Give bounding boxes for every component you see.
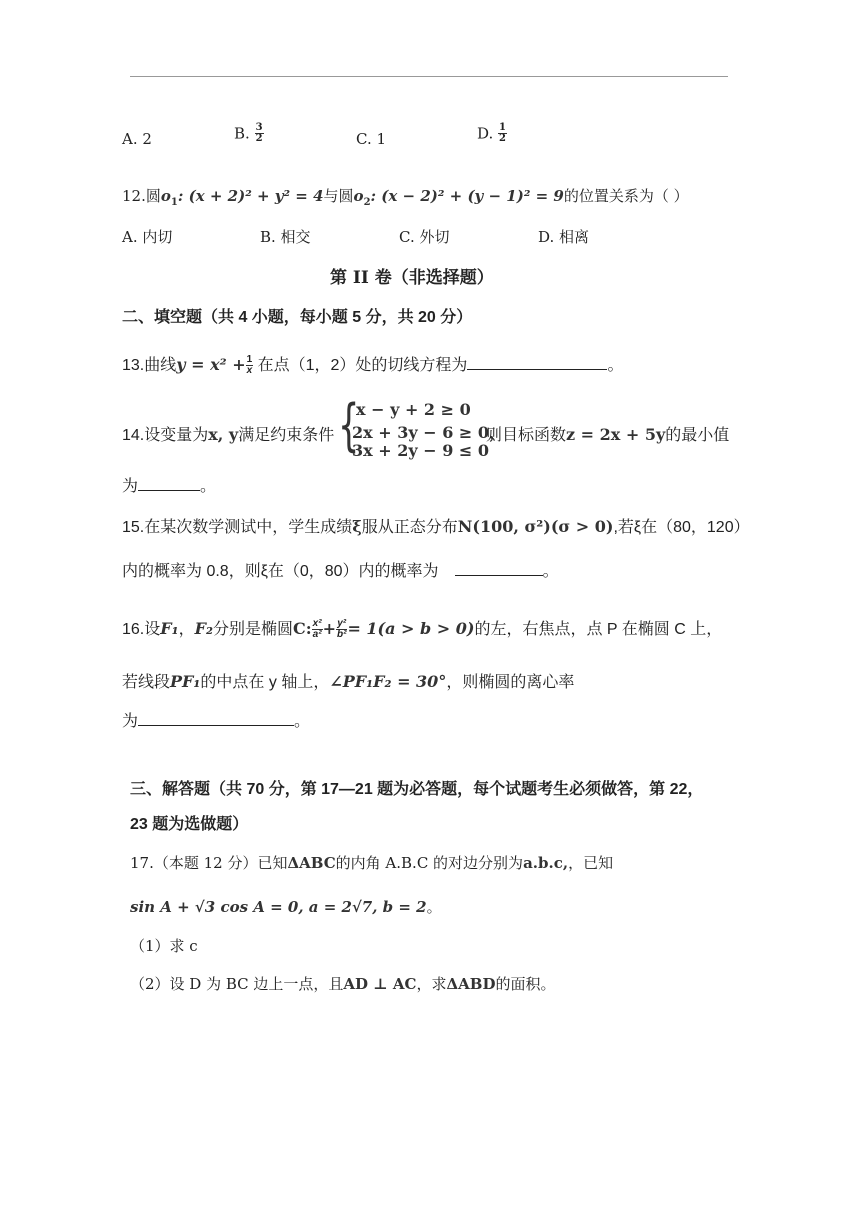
q14-stem: 14.设变量为x, y满足约束条件 xyxy=(122,425,335,444)
q16-fraction-x: $\frac{\text{x²}}{\text{a²}}$ xyxy=(312,618,322,641)
q15-line-2: 内的概率为 0.8，则ξ在（0，80）内的概率为 。 xyxy=(122,563,559,580)
q13-fraction: $\frac{1}{x}$ xyxy=(246,354,253,377)
q12-stem: 12.圆$o_1$: (x + 2)² + y² = 4与圆$o_2$: (x − 2)² + (y − 1)² = 9的位置关系为（ ） xyxy=(122,187,689,208)
q11-option-b-fraction: $\frac{3}{2}$ xyxy=(255,122,263,144)
q14-answer-line: 为 。 xyxy=(122,478,217,495)
q11-option-d-fraction: $\frac{1}{2}$ xyxy=(499,122,507,144)
q17-part-1: （1）求 c xyxy=(130,937,198,955)
q16-line-3: 为 。 xyxy=(122,713,311,730)
q17-part-2: （2）设 D 为 BC 边上一点，且AD ⊥ AC，求ΔABD的面积。 xyxy=(130,975,556,993)
q17-line-1: 17.（本题 12 分）已知ΔABC的内角 A.B.C 的对边分别为a.b.c,，已知 xyxy=(130,854,614,872)
q13-answer-blank xyxy=(467,355,607,370)
q16-answer-blank xyxy=(138,711,294,726)
q11-option-b: B. $\frac{3}{2}$ xyxy=(234,122,263,144)
q12-option-a: A. 内切 xyxy=(122,228,173,246)
q12-option-c: C. 外切 xyxy=(399,228,450,246)
q11-option-d: D. $\frac{1}{2}$ xyxy=(477,122,507,144)
q16-line-1: 16.设F₁，F₂分别是椭圆C: $\frac{\text{x²}}{\text{a²}}$ + $\frac{\text{y²}}{\text{b²}}$ = 1(a > b > 0)的左，右焦点，点 P 在椭圆 C 上， xyxy=(122,618,723,641)
q14-objective: 则目标函数z = 2x + 5y的最小值 xyxy=(486,425,730,444)
answer-header-line-2: 23 题为选做题） xyxy=(130,816,249,833)
q13-stem: 13.曲线y = x² + $\frac{1}{x}$ 在点（1，2）处的切线方程为 。 xyxy=(122,354,624,377)
section-title: 第 II 卷（非选择题） xyxy=(330,268,494,288)
q15-line-1: 15.在某次数学测试中，学生成绩ξ服从正态分布N(100, σ²)(σ > 0),若ξ在（80，120） xyxy=(122,517,750,536)
fill-in-header: 二、填空题（共 4 小题，每小题 5 分，共 20 分） xyxy=(122,309,473,326)
q12-option-d: D. 相离 xyxy=(538,228,590,246)
header-rule xyxy=(130,76,728,77)
q15-answer-blank xyxy=(455,561,543,576)
answer-header-line-1: 三、解答题（共 70 分，第 17—21 题为必答题，每个试题考生必须做答，第 22， xyxy=(130,781,704,798)
q12-option-b: B. 相交 xyxy=(260,228,311,246)
q14-constraint-system: { x − y + 2 ≥ 0 2x + 3y − 6 ≥ 0， 3x + 2y − 9 ≤ 0 xyxy=(338,393,506,460)
q16-fraction-y: $\frac{\text{y²}}{\text{b²}}$ xyxy=(336,618,347,641)
q14-answer-blank xyxy=(138,476,200,491)
q11-option-a: A. 2 xyxy=(122,130,152,148)
q11-option-c: C. 1 xyxy=(356,130,387,148)
q16-line-2: 若线段PF₁的中点在 y 轴上，∠PF₁F₂ = 30°，则椭圆的离心率 xyxy=(122,672,575,691)
brace-icon: { xyxy=(338,393,360,458)
q17-line-2: sin A + √3 cos A = 0, a = 2√7, b = 2。 xyxy=(130,898,442,916)
